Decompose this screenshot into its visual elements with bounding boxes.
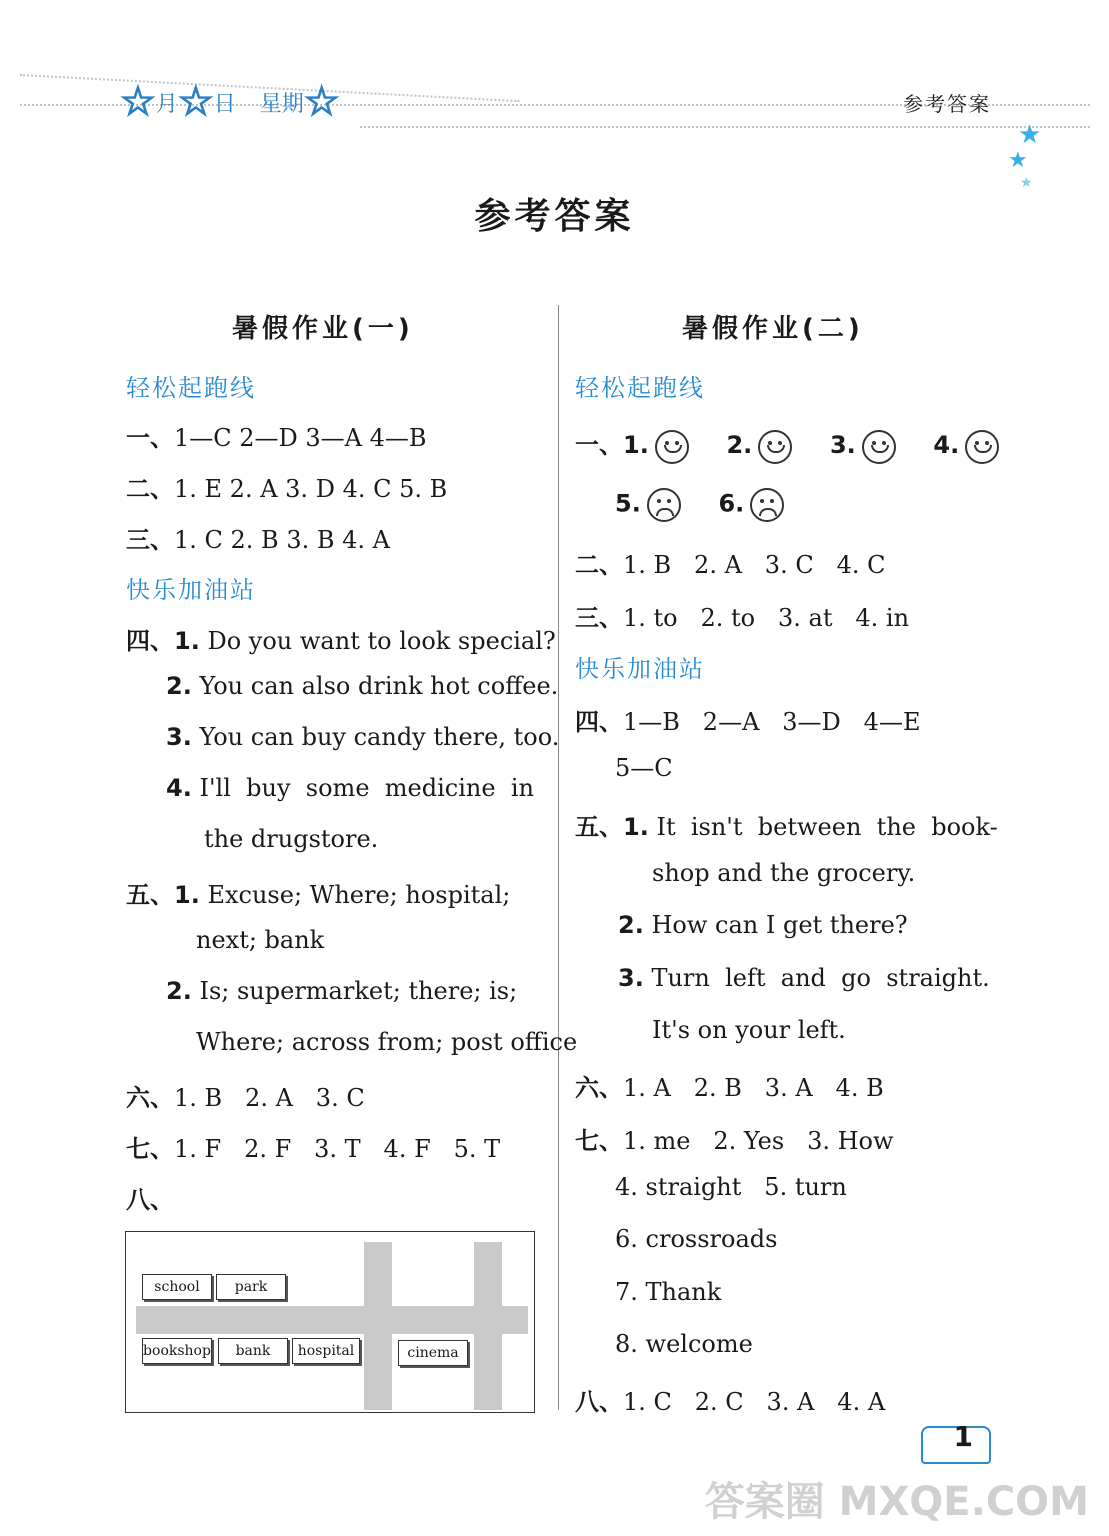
- map-figure: [125, 1231, 535, 1413]
- answer-line: 八、: [126, 1186, 174, 1214]
- answer-line: 五、1. Excuse; Where; hospital;: [126, 881, 511, 909]
- section-title: 轻松起跑线: [126, 374, 256, 402]
- day-label: 日: [213, 91, 236, 117]
- month-label: 月: [155, 91, 178, 117]
- map-road: [136, 1306, 528, 1334]
- star-icon: ☆: [303, 79, 340, 125]
- answer-line: 一、1. 2. 3. 4.: [575, 425, 999, 464]
- star-decoration-icon: ★: [1020, 175, 1033, 191]
- answer-line: It's on your left.: [652, 1016, 846, 1044]
- column-divider: [558, 305, 559, 1410]
- section-title: 轻松起跑线: [575, 374, 705, 402]
- answer-line: next; bank: [196, 926, 325, 954]
- header-right-label: 参考答案: [903, 92, 991, 116]
- answer-line: 一、1—C 2—D 3—A 4—B: [126, 424, 427, 452]
- answer-line: 五、1. It isn't between the book-: [575, 813, 998, 841]
- date-line: [120, 79, 340, 125]
- section-title: 快乐加油站: [126, 576, 256, 604]
- map-building-cinema: cinema: [398, 1340, 468, 1366]
- map-road: [364, 1242, 392, 1410]
- answer-line: 六、1. A 2. B 3. A 4. B: [575, 1074, 884, 1102]
- answer-line: 4. straight 5. turn: [615, 1173, 847, 1201]
- left-heading: 暑假作业(一): [232, 314, 414, 344]
- map-building-bank: bank: [218, 1338, 288, 1364]
- weekday-label: 星期: [259, 91, 304, 117]
- page-title: 参考答案: [474, 196, 635, 237]
- star-icon: ☆: [120, 79, 156, 125]
- sad-face-icon: [750, 488, 784, 522]
- answer-line: shop and the grocery.: [652, 859, 916, 887]
- smiley-face-icon: [965, 430, 999, 464]
- star-decoration-icon: ★: [1018, 120, 1042, 150]
- star-decoration-icon: ★: [1008, 148, 1028, 173]
- star-icon: ☆: [177, 79, 214, 125]
- answer-line: 5. 6.: [615, 488, 784, 522]
- answer-line: Where; across from; post office: [196, 1028, 578, 1056]
- sad-face-icon: [647, 488, 681, 522]
- answer-line: 3. Turn left and go straight.: [618, 964, 990, 992]
- map-building-hospital: hospital: [292, 1338, 360, 1364]
- smiley-face-icon: [862, 430, 896, 464]
- answer-line: 三、1. to 2. to 3. at 4. in: [575, 604, 910, 632]
- smiley-face-icon: [655, 430, 689, 464]
- answer-line: 二、1. B 2. A 3. C 4. C: [575, 551, 886, 579]
- answer-line: 3. You can buy candy there, too.: [166, 723, 560, 751]
- answer-line: 2. How can I get there?: [618, 911, 908, 939]
- page-number: 1: [953, 1420, 973, 1453]
- answer-line: 5—C: [615, 754, 673, 782]
- answer-line: 八、1. C 2. C 3. A 4. A: [575, 1388, 886, 1416]
- smiley-face-icon: [758, 430, 792, 464]
- answer-line: 8. welcome: [615, 1330, 753, 1358]
- section-title: 快乐加油站: [575, 655, 705, 683]
- answer-line: 六、1. B 2. A 3. C: [126, 1084, 365, 1112]
- answer-line: 2. You can also drink hot coffee.: [166, 672, 559, 700]
- map-road: [474, 1242, 502, 1410]
- answer-line: 7. Thank: [615, 1278, 722, 1306]
- answer-line: 七、1. F 2. F 3. T 4. F 5. T: [126, 1135, 501, 1163]
- right-heading: 暑假作业(二): [682, 314, 864, 344]
- answer-line: 6. crossroads: [615, 1225, 778, 1253]
- watermark: 答案圈 MXQE.COM: [704, 1479, 1089, 1525]
- header-dotted-line-3: [360, 126, 1090, 128]
- answer-line: 4. I'll buy some medicine in: [166, 774, 534, 802]
- answer-line: the drugstore.: [204, 825, 379, 853]
- answer-line: 四、1—B 2—A 3—D 4—E: [575, 708, 921, 736]
- answer-line: 2. Is; supermarket; there; is;: [166, 977, 518, 1005]
- answer-line: 四、1. Do you want to look special?: [126, 627, 556, 655]
- answer-line: 二、1. E 2. A 3. D 4. C 5. B: [126, 475, 448, 503]
- map-building-school: school: [142, 1274, 212, 1300]
- answer-line: 三、1. C 2. B 3. B 4. A: [126, 526, 390, 554]
- answer-line: 七、1. me 2. Yes 3. How: [575, 1127, 894, 1155]
- map-building-bookshop: bookshop: [142, 1338, 212, 1364]
- map-building-park: park: [216, 1274, 286, 1300]
